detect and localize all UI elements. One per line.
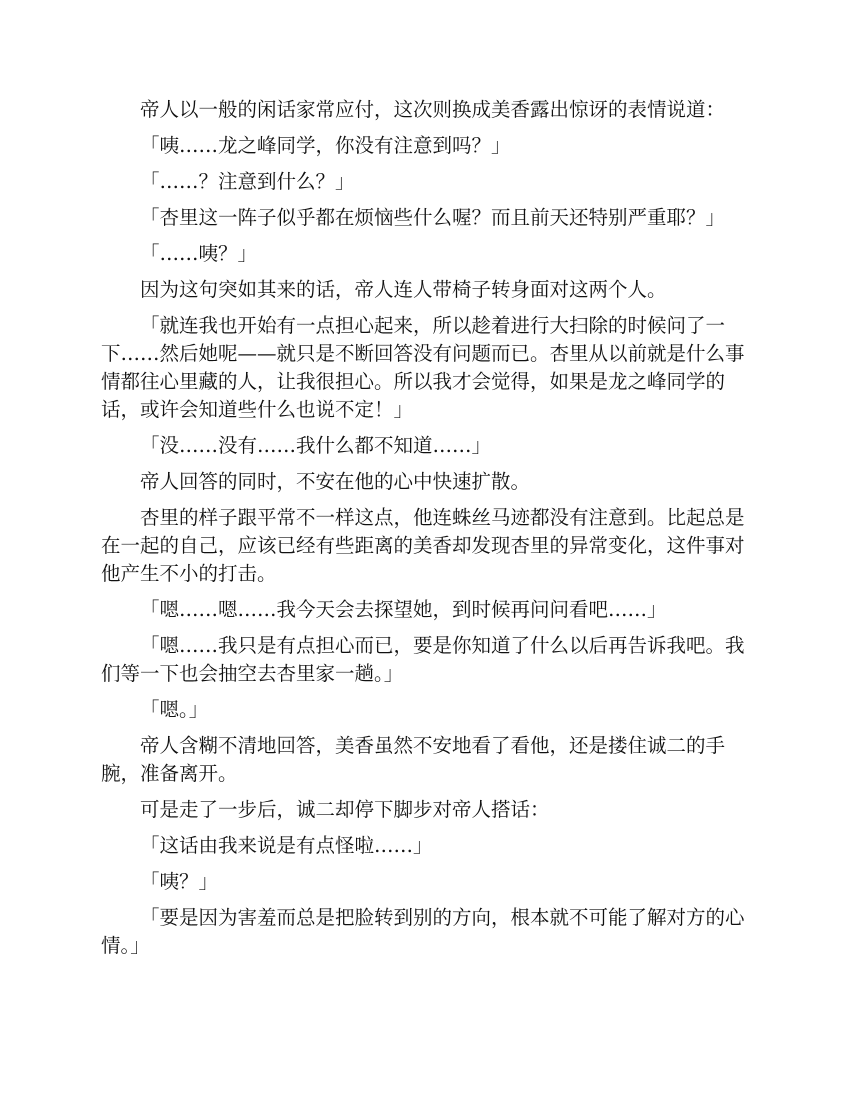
paragraph: 可是走了一步后，诚二却停下脚步对帝人搭话： xyxy=(140,798,550,821)
paragraph: 帝人回答的同时，不安在他的心中快速扩散。 xyxy=(140,470,531,493)
paragraph: 「这话由我来说是有点怪啦……」 xyxy=(140,834,433,857)
paragraph: 「……？注意到什么？」 xyxy=(140,170,355,193)
paragraph: 「咦？」 xyxy=(140,870,219,893)
paragraph: 「嗯……嗯……我今天会去探望她，到时候再问问看吧……」 xyxy=(140,598,667,621)
paragraph: 杏里的样子跟平常不一样这点，他连蛛丝马迹都没有注意到。比起总是在一起的自己，应该已经有些距离的美香却发现杏里的异常变化，这件事对他产生不小的打击。 xyxy=(101,506,745,585)
paragraph: 「嗯……我只是有点担心而已，要是你知道了什么以后再告诉我吧。我们等一下也会抽空去杏里家一趟。」 xyxy=(101,634,745,685)
paragraph: 帝人以一般的闲话家常应付，这次则换成美香露出惊讶的表情说道： xyxy=(140,98,726,121)
paragraph: 「就连我也开始有一点担心起来，所以趁着进行大扫除的时候问了一下……然后她呢——就只是不断回答没有问题而已。杏里从以前就是什么事情都往心里藏的人，让我很担心。所以我才会觉得，如果是龙之峰同学的话，或许会知道些什么也说不定！」 xyxy=(101,314,745,421)
paragraph: 因为这句突如其来的话，帝人连人带椅子转身面对这两个人。 xyxy=(140,278,667,301)
paragraph: 「咦……龙之峰同学，你没有注意到吗？」 xyxy=(140,134,511,157)
paragraph: 「要是因为害羞而总是把脸转到别的方向，根本就不可能了解对方的心情。」 xyxy=(101,906,745,957)
paragraph: 「杏里这一阵子似乎都在烦恼些什么喔？而且前天还特别严重耶？」 xyxy=(140,206,726,229)
document-page xyxy=(101,96,749,968)
paragraph: 帝人含糊不清地回答，美香虽然不安地看了看他，还是搂住诚二的手腕，准备离开。 xyxy=(101,734,726,785)
paragraph: 「没……没有……我什么都不知道……」 xyxy=(140,434,492,457)
paragraph: 「……咦？」 xyxy=(140,242,258,265)
paragraph: 「嗯。」 xyxy=(140,698,209,721)
